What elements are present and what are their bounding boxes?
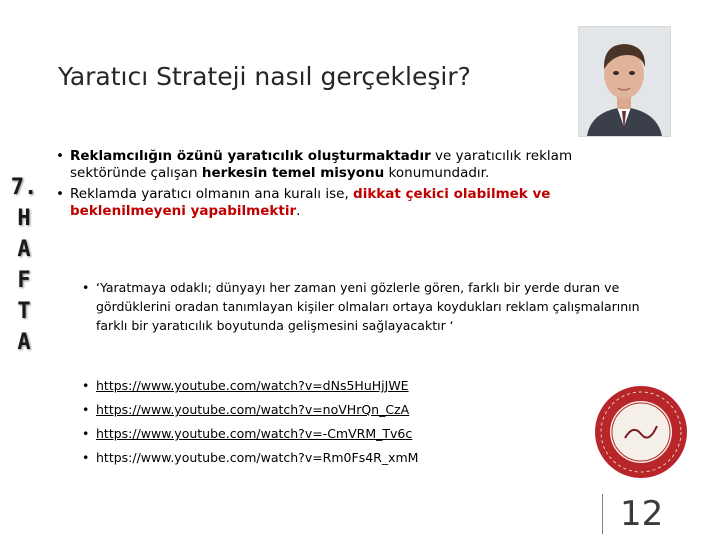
bullet-item (56, 148, 616, 182)
bullet-text: konumundadır. (384, 165, 490, 181)
bullet-text-bold: herkesin temel misyonu (201, 165, 385, 181)
video-link[interactable]: https://www.youtube.com/watch?v=-CmVRM_Tv6c (96, 426, 413, 441)
week-char: F (17, 268, 31, 293)
bullet-text-highlight: dikkat çekici olabilmek ve beklenilmeyeni yapabilmektir (70, 186, 551, 219)
link-item (82, 398, 418, 422)
bullet-text: . (296, 203, 301, 219)
seal-icon (595, 386, 687, 478)
week-char: 7. (10, 175, 38, 200)
video-links (82, 374, 418, 470)
quote-block (82, 278, 662, 339)
page-number: 12 (620, 494, 664, 534)
bullet-text: Reklamda yaratıcı olmanın ana kuralı ise, (70, 186, 354, 202)
bullet-text: ve yaratıcılık reklam sektöründe çalışan (70, 148, 573, 181)
presenter-photo (578, 26, 671, 137)
week-char: T (17, 299, 31, 324)
week-char: A (17, 237, 31, 262)
week-char: A (17, 330, 31, 355)
main-bullets (56, 148, 616, 224)
week-char: H (17, 206, 31, 231)
bullet-text-bold: Reklamcılığın özünü yaratıcılık oluşturmaktadır (70, 148, 431, 164)
quote-text: ‘Yaratmaya odaklı; dünyayı her zaman yeni gözlerle gören, farklı bir yerde duran ve gördüklerini oradan tanımlayan kişiler olmaları ortaya koydukları reklam çalışmalarının farklı bir yaratıcılık boyutunda gelişmesini sağlayacaktır ‘ (96, 280, 640, 333)
link-item (82, 446, 418, 470)
link-item (82, 422, 418, 446)
slide-title: Yaratıcı Strateji nasıl gerçekleşir? (58, 62, 471, 91)
quote-bullet (82, 278, 662, 335)
link-item (82, 374, 418, 398)
video-link[interactable]: https://www.youtube.com/watch?v=dNs5HuHjJWE (96, 378, 409, 393)
video-link[interactable]: https://www.youtube.com/watch?v=Rm0Fs4R_xmM (96, 450, 419, 465)
university-seal (595, 386, 687, 478)
week-label (8, 172, 40, 358)
presenter-portrait-icon (579, 27, 670, 136)
bullet-item (56, 186, 616, 220)
page-divider (602, 494, 603, 534)
video-link[interactable]: https://www.youtube.com/watch?v=noVHrQn_CzA (96, 402, 410, 417)
